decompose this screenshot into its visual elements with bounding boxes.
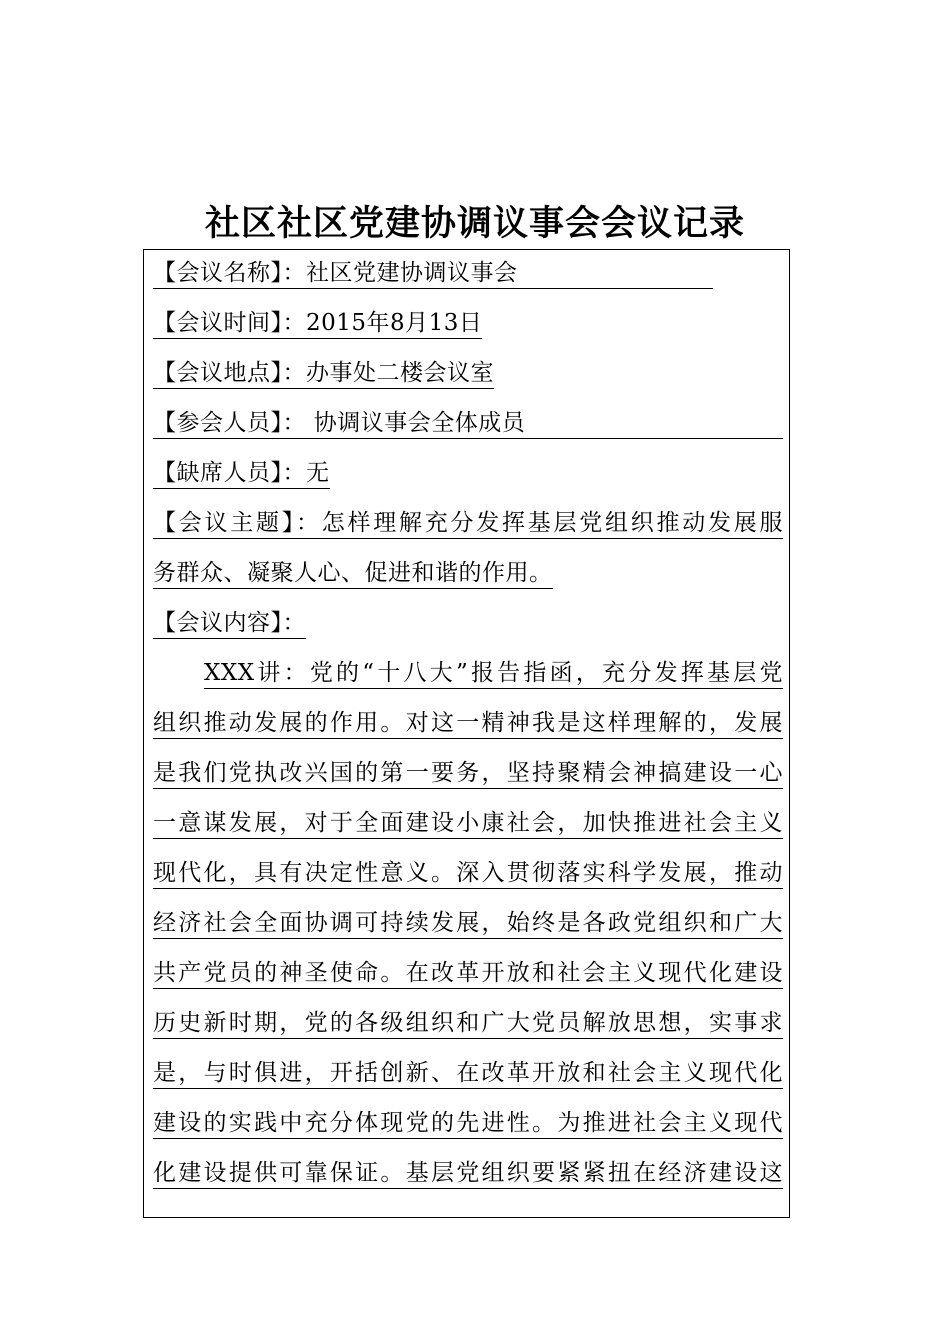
content-line: 建设的实践中充分体现党的先进性。为推进社会主义现代 [153,1108,783,1139]
content-line: 经济社会全面协调可持续发展，始终是各政党组织和广大 [153,908,783,939]
content-line: 化建设提供可靠保证。基层党组织要紧紧扭在经济建设这 [153,1158,783,1189]
content-line: 共产党员的神圣使命。在改革开放和社会主义现代化建设 [153,958,783,989]
content-line: XXX讲：党的“十八大”报告指函，充分发挥基层党 [204,658,783,689]
content-line: 历史新时期，党的各级组织和广大党员解放思想，实事求 [153,1008,783,1039]
absentees-field: 【缺席人员】：无 [153,458,330,489]
content-line: 一意谋发展，对于全面建设小康社会，加快推进社会主义 [153,808,783,839]
topic-line-1: 【会议主题】：怎样理解充分发挥基层党组织推动发展服 [153,508,783,539]
content-line: 现代化，具有决定性意义。深入贯彻落实科学发展，推动 [153,858,783,889]
content-label: 【会议内容】： [153,608,306,639]
attendees-field: 【参会人员】： 协调议事会全体成员 [153,408,783,439]
page-title: 社区社区党建协调议事会会议记录 [204,204,745,244]
topic-line-2: 务群众、凝聚人心、促进和谐的作用。 [153,558,553,589]
meeting-name-field: 【会议名称】：社区党建协调议事会 [153,258,713,289]
content-line: 是我们党执改兴国的第一要务，坚持聚精会神搞建设一心 [153,758,783,789]
meeting-time-field: 【会议时间】：2015年8月13日 [153,308,482,339]
meeting-place-field: 【会议地点】：办事处二楼会议室 [153,358,494,389]
content-line: 组织推动发展的作用。对这一精神我是这样理解的，发展 [153,708,783,739]
content-line: 是，与时俱进，开括创新、在改革开放和社会主义现代化 [153,1058,783,1089]
